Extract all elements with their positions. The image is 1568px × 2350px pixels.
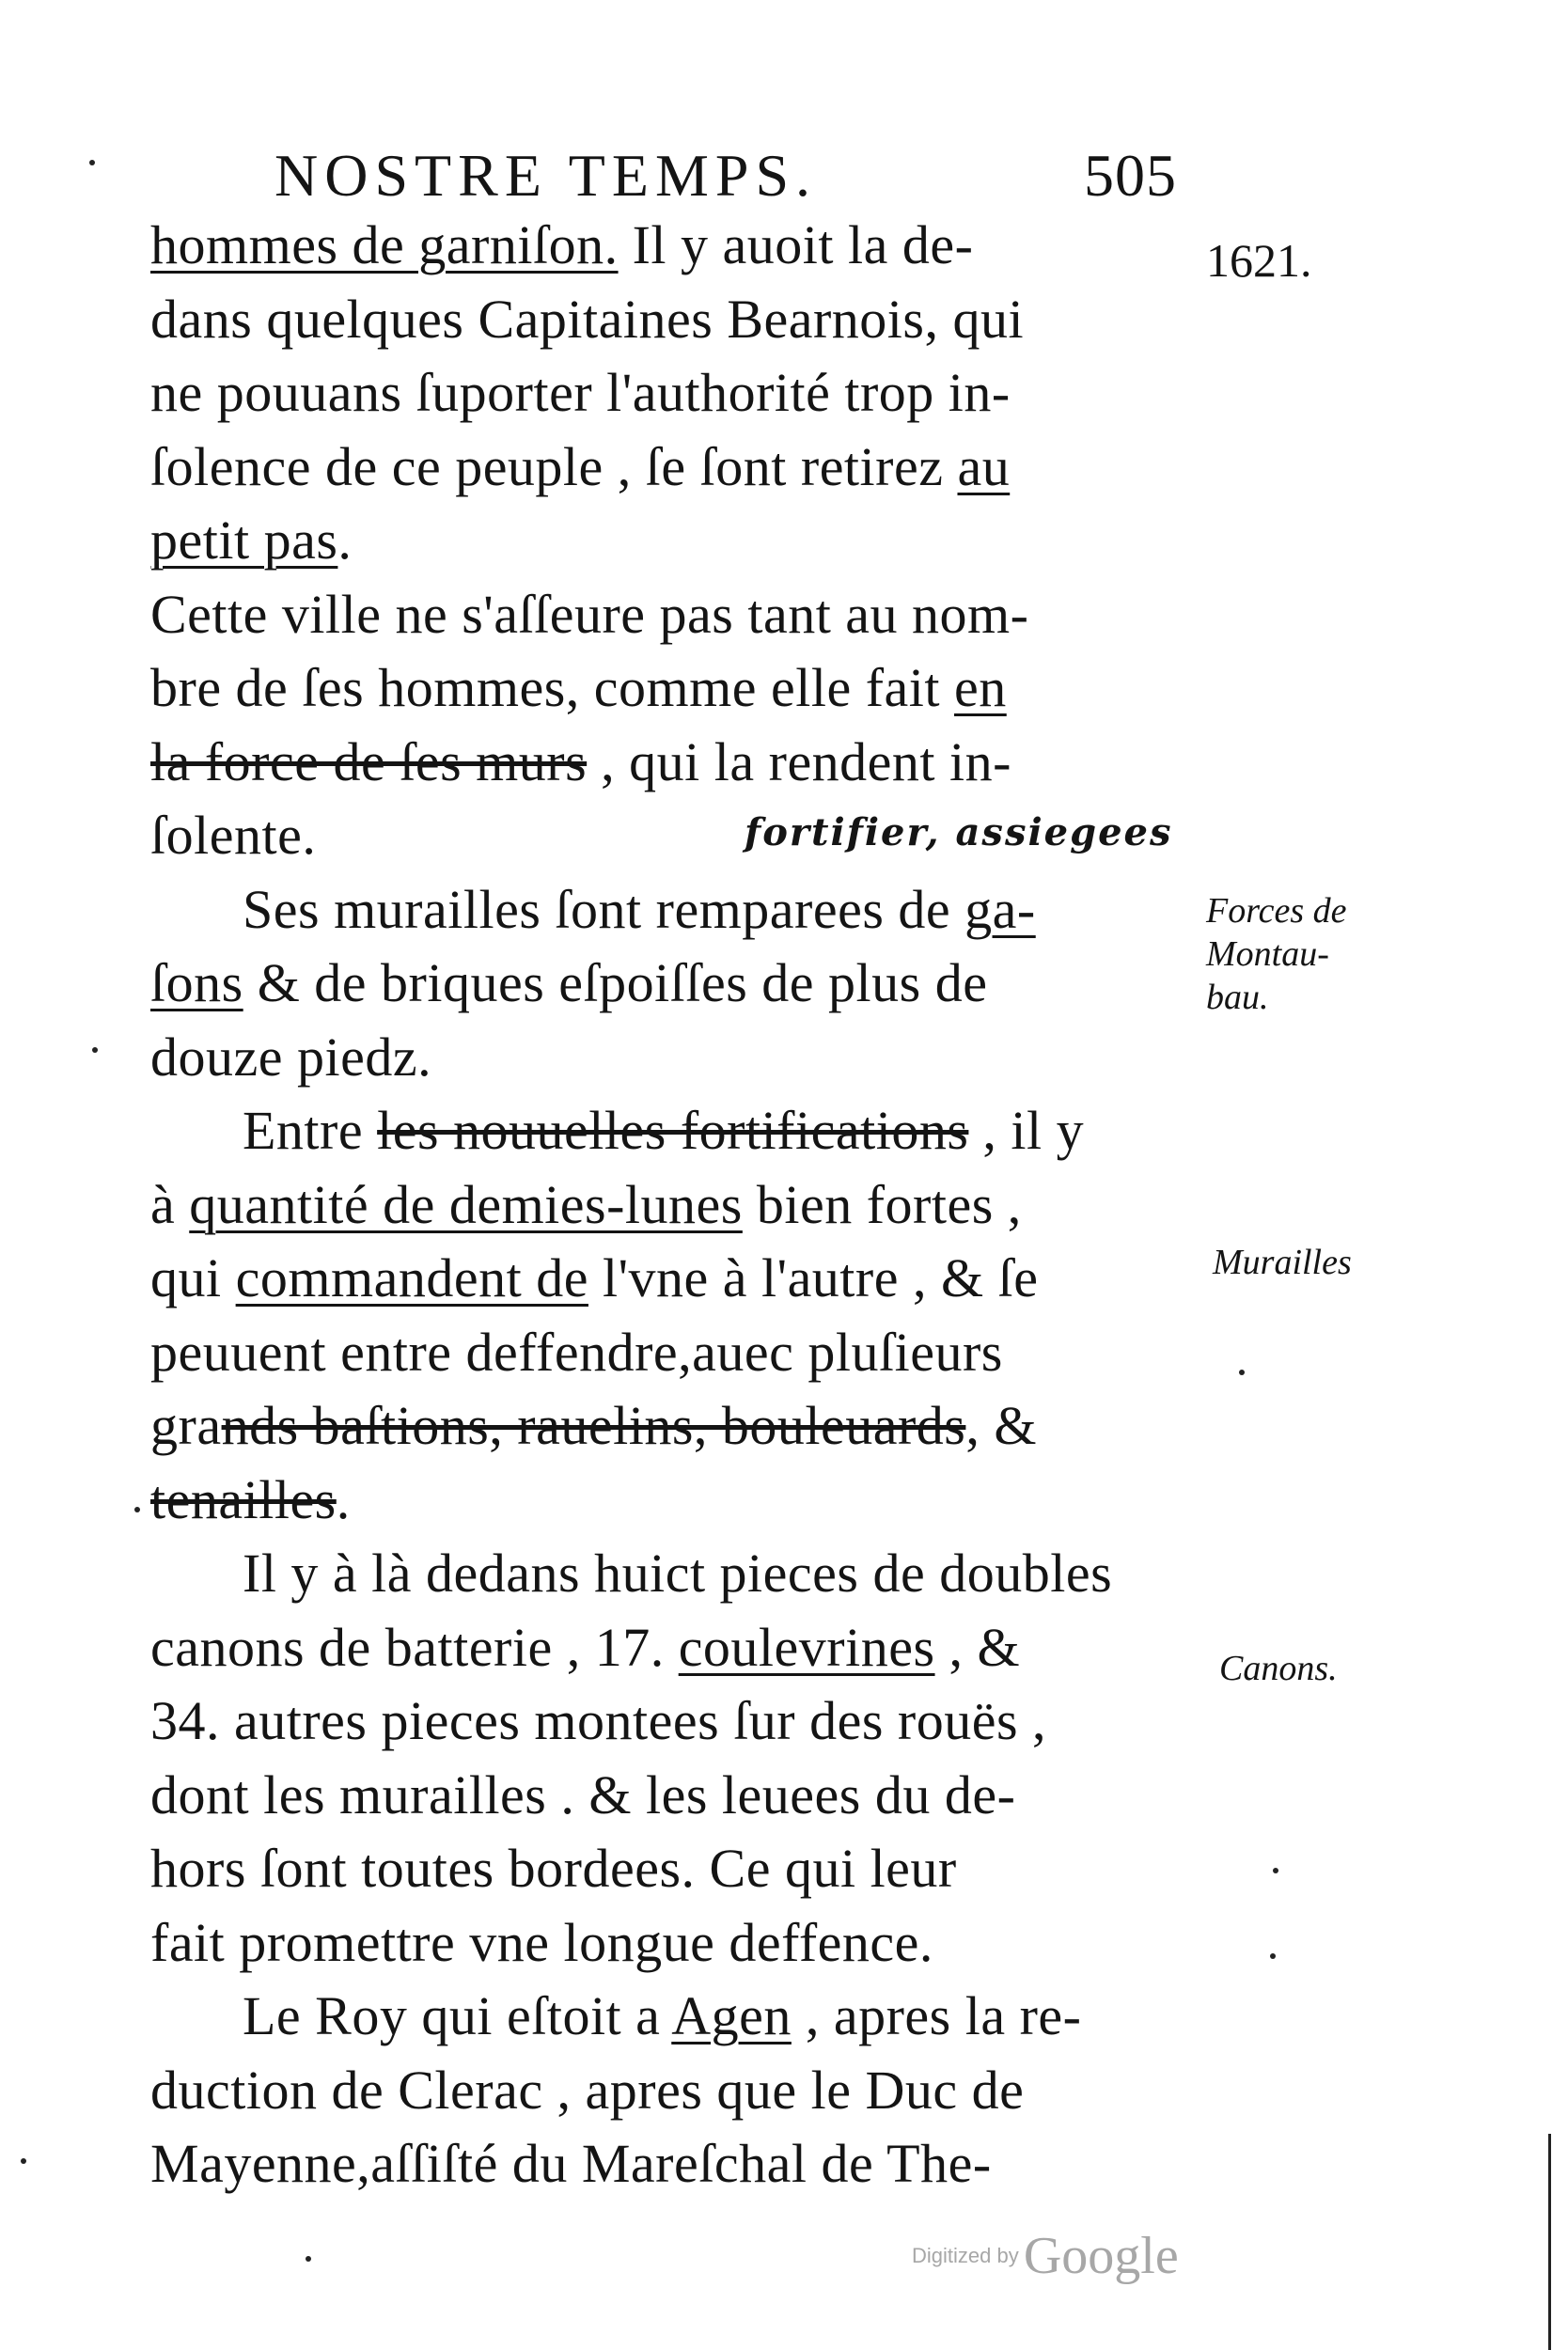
text-line-3: ne pouuans ſuporter l'authorité trop in- [150, 362, 1011, 423]
ink-speck [134, 1507, 140, 1512]
running-title: NOSTRE TEMPS. [274, 142, 818, 209]
text-line-22: dont les murailles . & les leuees du de- [150, 1763, 1016, 1825]
text-line-8: la force de ſes murs , qui la rendent in- [150, 730, 1011, 792]
running-header [274, 141, 1177, 216]
underlined-text: Agen [671, 1985, 792, 2046]
text-line-11: ſons & de briques eſpoiſſes de plus de [150, 952, 988, 1013]
body-text [150, 209, 1194, 2201]
text-line-15: qui commandent de l'vne à l'autre , & ſe [150, 1247, 1039, 1308]
struck-text: les nouuelles fortifications [377, 1100, 969, 1161]
struck-text: nds baſtions, rauelins, bouleuards [221, 1395, 966, 1456]
text-line-18: tenailles. [150, 1468, 351, 1530]
margin-note-canons: Canons. [1219, 1649, 1338, 1688]
text-line-20: canons de batterie , 17. coulevrines , & [150, 1616, 1021, 1678]
digitized-by-google-watermark: Digitized by Google [912, 2227, 1179, 2285]
ink-speck [92, 1047, 98, 1053]
underlined-text: petit pas [150, 509, 338, 571]
ink-speck [21, 2158, 26, 2164]
underlined-text: quantité de demies-lunes [189, 1173, 743, 1235]
text-line-2: dans quelques Capitaines Bearnois, qui [150, 288, 1025, 350]
ink-speck [1239, 1370, 1245, 1375]
underlined-text: hommes de garniſon. [150, 214, 619, 275]
text-line-6: Cette ville ne s'aſſeure pas tant au nom- [150, 583, 1029, 645]
struck-text: tenailles [150, 1468, 337, 1530]
underlined-text: ſons [150, 952, 243, 1013]
underlined-text: commandent de [235, 1247, 588, 1308]
underlined-text: en [954, 657, 1007, 718]
ink-speck [306, 2256, 311, 2262]
ink-speck [1273, 1868, 1278, 1873]
handwritten-annotation: fortifier, assiegees [745, 810, 1173, 854]
underlined-text: ga- [964, 878, 1036, 940]
ink-speck [1270, 1953, 1276, 1959]
text-line-9: ſolente. [150, 805, 317, 866]
text-line-17: grands baſtions, rauelins, bouleuards, & [150, 1395, 1038, 1456]
text-line-12: douze piedz. [150, 1026, 432, 1088]
page-number: 505 [1084, 142, 1177, 209]
underlined-text: au [957, 435, 1011, 497]
text-line-16: peuuent entre deffendre,auec pluſieurs [150, 1321, 1003, 1383]
text-line-25: Le Roy qui eſtoit a Agen , apres la re- [243, 1985, 1082, 2046]
text-line-19: Il y à là dedans huict pieces de doubles [243, 1543, 1113, 1604]
text-line-10: Ses murailles ſont remparees de ga- [243, 878, 1036, 940]
margin-note-forces: Forces de Montau- bau. [1206, 891, 1347, 1017]
google-logo: Google [1023, 2227, 1179, 2285]
text-line-4: ſolence de ce peuple , ſe ſont retirez au [150, 435, 1011, 497]
text-line-13: Entre les nouuelles fortifications , il y [243, 1100, 1085, 1161]
text-line-27: Mayenne,aſſiſté du Mareſchal de The- [150, 2133, 992, 2194]
underlined-text: coulevrines [678, 1616, 935, 1678]
ink-speck [89, 160, 95, 165]
text-line-26: duction de Clerac , apres que le Duc de [150, 2059, 1025, 2121]
margin-year: 1621. [1206, 234, 1312, 287]
text-line-7: bre de ſes hommes, comme elle fait en [150, 657, 1007, 718]
text-line-21: 34. autres pieces montees ſur des rouës , [150, 1690, 1047, 1751]
text-line-24: fait promettre vne longue deffence. [150, 1911, 933, 1973]
text-line-14: à quantité de demies-lunes bien fortes , [150, 1173, 1022, 1235]
text-line-1: hommes de garniſon. Il y auoit la de- [150, 214, 974, 275]
text-line-23: hors ſont toutes bordees. Ce qui leur [150, 1838, 957, 1899]
page-edge-line [1548, 2134, 1551, 2350]
text-line-5: petit pas. [150, 509, 353, 571]
margin-note-murailles: Murailles [1213, 1243, 1352, 1282]
struck-text: la force de ſes murs [150, 730, 588, 792]
